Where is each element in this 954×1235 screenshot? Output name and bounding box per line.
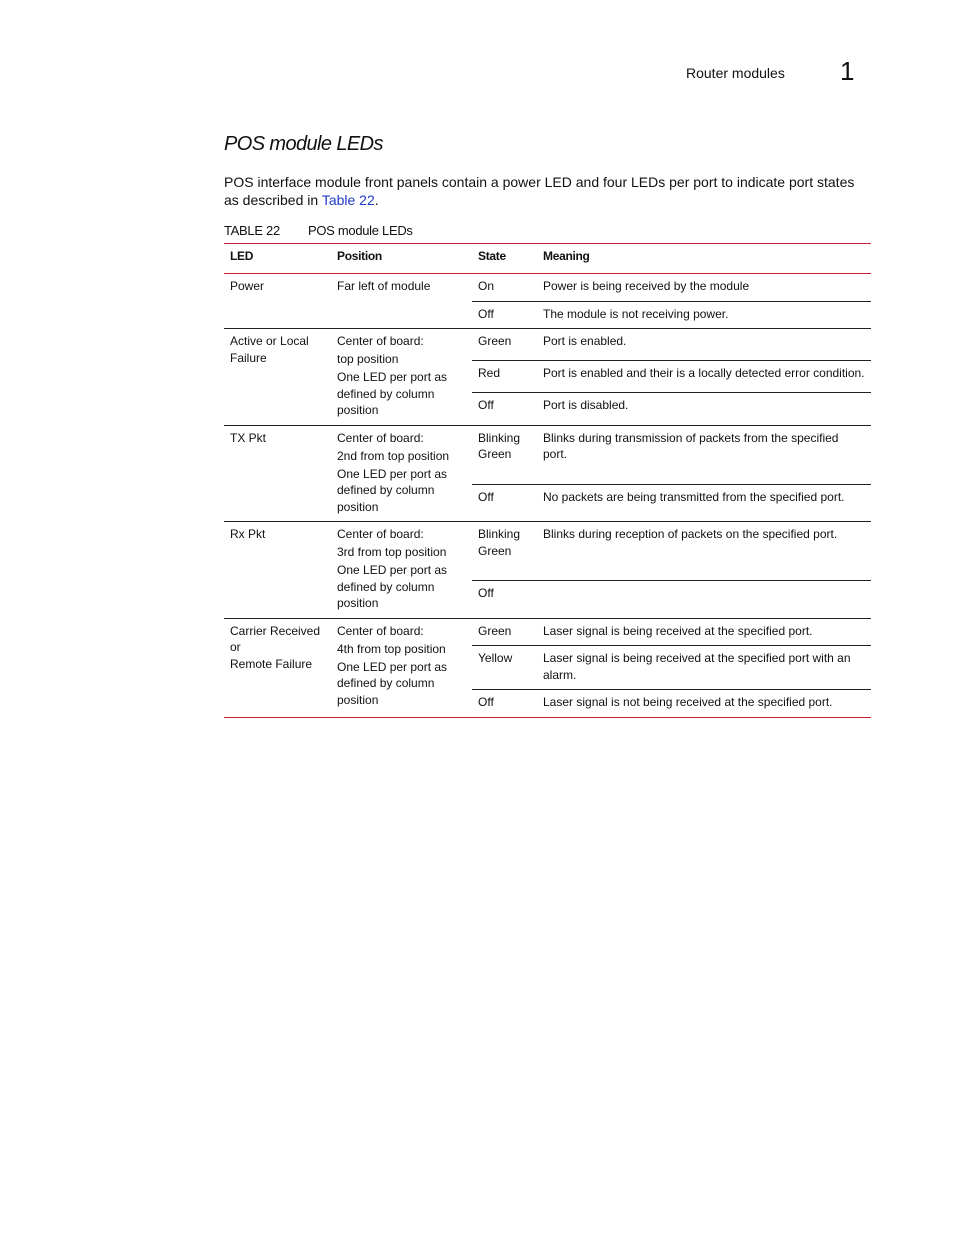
led-name: Active or Local Failure <box>230 334 309 365</box>
cell-meaning: Power is being received by the module <box>537 274 871 302</box>
cell-meaning: Port is enabled and their is a locally detected error condition. <box>537 361 871 393</box>
cell-led <box>224 522 331 619</box>
cell-state: Off <box>472 690 537 718</box>
position-line: One LED per port as defined by column position <box>337 466 448 514</box>
position-line: Center of board: <box>337 430 424 445</box>
cell-state: Off <box>472 301 537 329</box>
led-name: TX Pkt <box>230 430 267 445</box>
table-row <box>224 274 871 302</box>
cell-state: Off <box>472 393 537 425</box>
position-line: 2nd from top position <box>337 448 450 463</box>
cell-state: Off <box>472 484 537 521</box>
cell-led <box>224 425 331 522</box>
cell-state: Blinking Green <box>472 522 537 581</box>
column-header-state: State <box>472 244 537 274</box>
position-line: 4th from top position <box>337 641 446 656</box>
chapter-number: 1 <box>840 56 855 86</box>
pos-module-leds-table <box>224 243 871 718</box>
position-line: Center of board: <box>337 527 424 541</box>
cell-meaning: Blinks during transmission of packets from the specified port. <box>537 425 871 484</box>
running-header-title: Router modules <box>686 65 785 81</box>
column-header-meaning: Meaning <box>537 244 871 274</box>
table-22-link[interactable]: Table 22 <box>321 192 375 208</box>
table-caption-number: TABLE 22 <box>224 223 280 238</box>
led-name: Remote Failure <box>230 656 313 671</box>
cell-position <box>331 522 472 619</box>
table-row <box>224 329 871 361</box>
position-line: Center of board: <box>337 334 424 348</box>
position-line: One LED per port as defined by column position <box>337 370 448 417</box>
position-line: Center of board: <box>337 623 424 638</box>
cell-meaning: Laser signal is not being received at the specified port. <box>537 690 871 718</box>
intro-text-end: . <box>374 192 379 208</box>
table-row <box>224 522 871 581</box>
cell-position <box>331 618 472 717</box>
position-line: One LED per port as defined by column position <box>337 563 448 610</box>
led-name: Power <box>230 279 265 293</box>
table-row <box>224 618 871 646</box>
cell-state: On <box>472 274 537 302</box>
led-name: Rx Pkt <box>230 527 266 541</box>
position-line: One LED per port as defined by column position <box>337 659 448 707</box>
cell-state: Off <box>472 581 537 618</box>
cell-led <box>224 274 331 329</box>
intro-text: POS interface module front panels contain a power LED and four LEDs per port to indicate port states as described in <box>224 174 855 208</box>
column-header-position: Position <box>331 244 472 274</box>
cell-meaning: Laser signal is being received at the specified port with an alarm. <box>537 646 871 690</box>
cell-position <box>331 425 472 522</box>
column-header-led: LED <box>224 244 331 274</box>
table-header-row <box>224 244 871 274</box>
table-caption-title: POS module LEDs <box>308 223 413 238</box>
cell-meaning: Blinks during reception of packets on the specified port. <box>537 522 871 581</box>
table-caption <box>224 223 413 238</box>
cell-state: Blinking Green <box>472 425 537 484</box>
position-line: top position <box>337 352 399 366</box>
cell-state: Green <box>472 618 537 646</box>
cell-meaning: Port is disabled. <box>537 393 871 425</box>
cell-state: Red <box>472 361 537 393</box>
cell-meaning <box>537 581 871 618</box>
cell-meaning: No packets are being transmitted from the specified port. <box>537 484 871 521</box>
table-body <box>224 274 871 718</box>
position-line: Far left of module <box>337 279 431 293</box>
cell-position <box>331 329 472 426</box>
cell-meaning: The module is not receiving power. <box>537 301 871 329</box>
cell-state: Green <box>472 329 537 361</box>
table-row <box>224 425 871 484</box>
section-heading: POS module LEDs <box>224 133 383 155</box>
cell-led <box>224 329 331 426</box>
cell-led <box>224 618 331 717</box>
cell-meaning: Port is enabled. <box>537 329 871 361</box>
position-line: 3rd from top position <box>337 545 447 559</box>
led-name: Carrier Received or <box>230 623 321 654</box>
cell-meaning: Laser signal is being received at the specified port. <box>537 618 871 646</box>
intro-paragraph <box>224 173 864 209</box>
cell-state: Yellow <box>472 646 537 690</box>
cell-position <box>331 274 472 329</box>
